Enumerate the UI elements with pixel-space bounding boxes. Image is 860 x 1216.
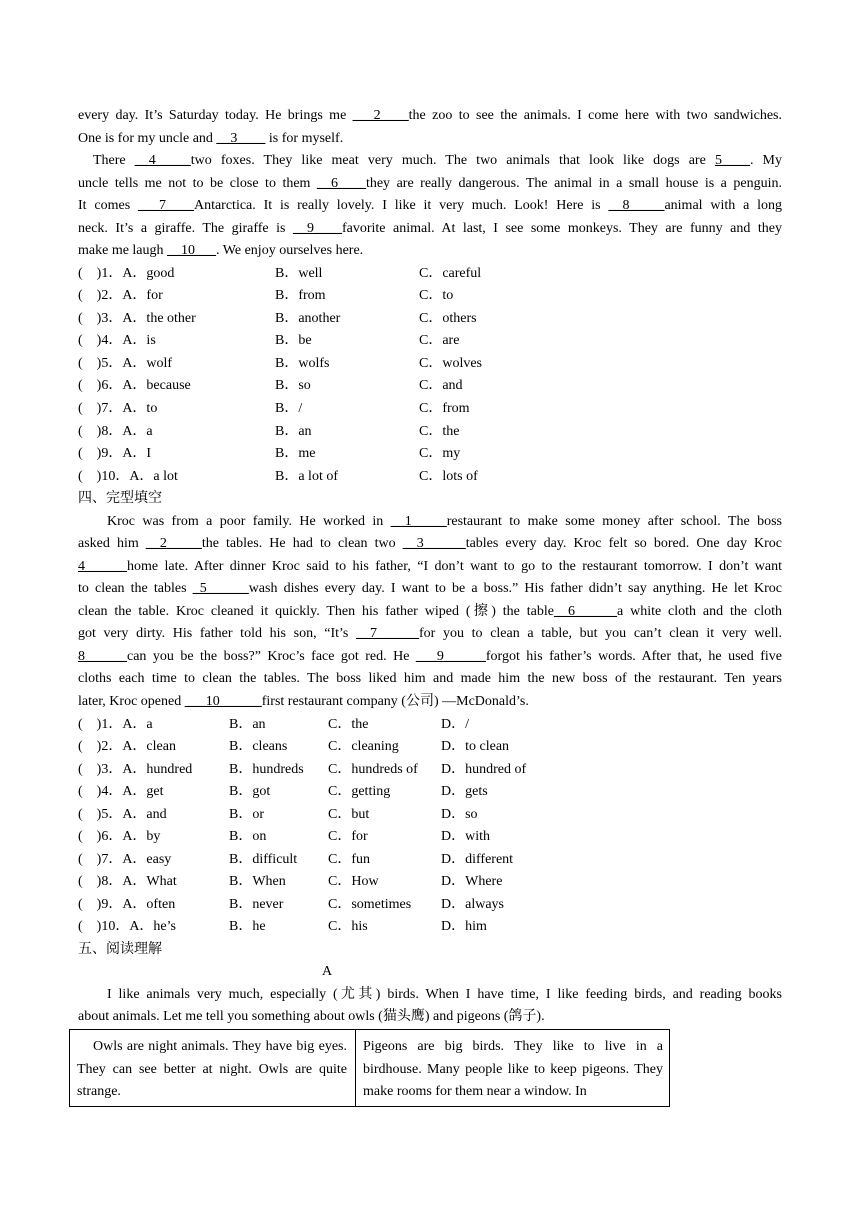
option-row-10: ( )10．A．he’s [78,919,176,934]
option-b: B．difficult [229,852,298,867]
blank-4: 4______ [78,559,127,574]
option-c: C．others [419,311,477,326]
option-row-4: ( )4．A．is [78,333,156,348]
passage2-line6: got very dirty. His father told his son, “It’s __7______for you to clean a table, but you can’t clean it very well. [78,626,782,641]
option-b: B．so [275,378,311,393]
option-d: D．/ [441,717,469,732]
passage1-line2: One is for my uncle and __3____ is for myself. [78,131,344,146]
blank-5: _5______ [192,581,249,596]
option-b: B．cleans [229,739,288,754]
option-b: B．another [275,311,341,326]
option-row-8: ( )8．A．What [78,874,177,889]
option-c: C．to [419,288,454,303]
passage2-line1: Kroc was from a poor family. He worked in __1_____restaurant to make some money after school. The boss [107,514,782,529]
option-c: C．getting [328,784,391,799]
blank-10: __10___ [167,243,217,258]
passage2-line7: 8______can you be the boss?” Kroc’s face got red. He ___9______forgot his father’s words. After that, he used five [78,649,782,664]
option-row-5: ( )5．A．wolf [78,356,173,371]
option-d: D．gets [441,784,488,799]
option-b: B．me [275,446,316,461]
option-c: C．but [328,807,370,822]
passage2-line4: to clean the tables _5______wash dishes every day. I want to be a boss.” His father didn’t say anything. He let Kroc [78,581,782,596]
blank-9: __9____ [292,221,342,236]
blank-8: 8______ [78,649,127,664]
option-b: B．a lot of [275,469,338,484]
blank-3: __3____ [216,131,266,146]
passage1-line1: every day. It’s Saturday today. He brings me ___2____the zoo to see the animals. I come here with two sandwiches. [78,108,783,123]
option-b: B．wolfs [275,356,330,371]
option-row-1: ( )1．A．a [78,717,153,732]
option-row-1: ( )1．A．good [78,266,175,281]
option-row-7: ( )7．A．to [78,401,158,416]
option-row-6: ( )6．A．because [78,378,191,393]
option-d: D．him [441,919,487,934]
option-row-8: ( )8．A．a [78,424,153,439]
option-c: C．my [419,446,461,461]
passage2-line3: 4______home late. After dinner Kroc said to his father, “I don’t want to go to the restaurant tomorrow. I don’t want [78,559,782,574]
blank-3: __3______ [402,536,466,551]
passage3-line2: about animals. Let me tell you something about owls (猫头鹰) and pigeons (鸽子). [78,1009,545,1024]
option-b: B．/ [275,401,303,416]
passage2-line2: asked him __2_____the tables. He had to clean two __3______tables every day. Kroc felt so bored. One day Kroc [78,536,783,551]
option-row-6: ( )6．A．by [78,829,161,844]
option-c: C．fun [328,852,370,867]
option-c: C．hundreds of [328,762,418,777]
blank-9: ___9______ [415,649,486,664]
option-d: D．Where [441,874,503,889]
section-title-cloze: 四、完型填空 [78,491,162,506]
option-c: C．and [419,378,463,393]
option-d: D．with [441,829,490,844]
option-c: C．lots of [419,469,478,484]
option-c: C．sometimes [328,897,412,912]
option-row-2: ( )2．A．clean [78,739,176,754]
option-row-2: ( )2．A．for [78,288,163,303]
option-b: B．an [275,424,312,439]
comparison-table [69,1029,670,1107]
table-cell-pigeons: Pigeons are big birds. They like to live in a birdhouse. Many people like to keep pigeons. They make rooms for them near a window. In [363,1039,663,1099]
option-c: C．cleaning [328,739,399,754]
option-row-5: ( )5．A．and [78,807,167,822]
option-b: B．When [229,874,286,889]
table-divider [355,1030,356,1106]
blank-8: __8_____ [608,198,665,213]
passage2-line9: later, Kroc opened ___10______first restaurant company (公司) —McDonald’s. [78,694,529,709]
option-row-4: ( )4．A．get [78,784,164,799]
option-row-9: ( )9．A．often [78,897,176,912]
blank-4: __4_____ [134,153,191,168]
option-d: D．so [441,807,478,822]
passage1-line6: neck. It’s a giraffe. The giraffe is __9____favorite animal. At last, I see some monkeys. They are funny and they [78,221,782,236]
option-c: C．the [328,717,369,732]
option-b: B．never [229,897,284,912]
passage1-line5: It comes ___7____Antarctica. It is really lovely. I like it very much. Look! Here is __8_____animal with a long [78,198,783,213]
option-c: C．for [328,829,368,844]
option-c: C．careful [419,266,482,281]
option-b: B．well [275,266,323,281]
blank-5: 5____ [714,153,750,168]
blank-6: __6____ [316,176,366,191]
option-c: C．his [328,919,368,934]
part-label: A [322,964,333,979]
option-c: C．from [419,401,470,416]
option-b: B．on [229,829,267,844]
passage2-line8: cloths each time to clean the tables. The boss liked him and made him the new boss of the restaurant. Ten years [78,671,782,686]
blank-10: ___10______ [184,694,262,709]
option-d: D．hundred of [441,762,527,777]
option-b: B．hundreds [229,762,304,777]
passage1-line4: uncle tells me not to be close to them __6____they are really dangerous. The animal in a small house is a penguin. [78,176,782,191]
option-c: C．the [419,424,460,439]
option-c: C．wolves [419,356,482,371]
blank-2: __2_____ [145,536,202,551]
option-c: C．are [419,333,460,348]
passage2-line5: clean the table. Kroc cleaned it quickly. Then his father wiped (擦) the table__6______a white cloth and the cloth [78,604,783,619]
option-row-3: ( )3．A．the other [78,311,196,326]
option-c: C．How [328,874,379,889]
option-row-7: ( )7．A．easy [78,852,172,867]
passage1-line3: There __4_____two foxes. They like meat very much. The two animals that look like dogs are 5____. My [93,153,782,168]
table-cell-owls: Owls are night animals. They have big eyes. They can see better at night. Owls are quite strange. [77,1039,347,1099]
option-d: D．different [441,852,514,867]
option-b: B．from [275,288,326,303]
option-row-10: ( )10．A．a lot [78,469,178,484]
option-b: B．an [229,717,266,732]
option-row-9: ( )9．A．I [78,446,152,461]
passage1-line7: make me laugh __10___. We enjoy ourselves here. [78,243,364,258]
option-b: B．got [229,784,271,799]
blank-6: __6______ [553,604,617,619]
option-b: B．or [229,807,264,822]
blank-7: __7______ [356,626,419,641]
blank-7: ___7____ [137,198,194,213]
option-d: D．always [441,897,504,912]
blank-1: __1_____ [390,514,447,529]
option-row-3: ( )3．A．hundred [78,762,193,777]
option-b: B．he [229,919,266,934]
passage3-line1: I like animals very much, especially (尤其) birds. When I have time, I like feeding birds, and reading books [107,987,782,1002]
option-b: B．be [275,333,312,348]
section-title-reading: 五、阅读理解 [78,942,162,957]
blank-2: ___2____ [352,108,409,123]
option-d: D．to clean [441,739,510,754]
